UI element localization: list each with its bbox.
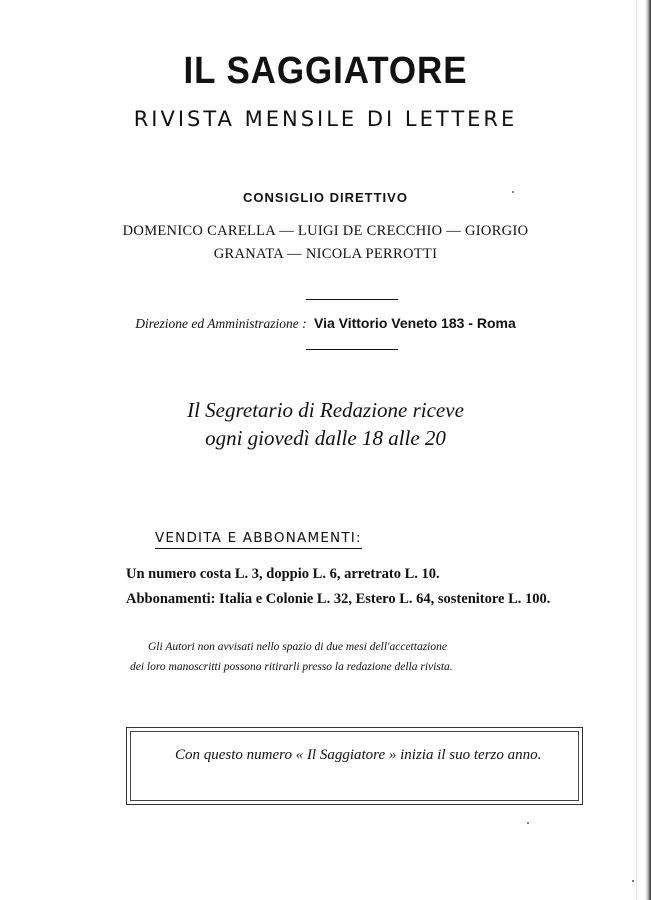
price-line-subscription: Abbonamenti: Italia e Colonie L. 32, Estero L. 64, sostenitore L. 100. bbox=[126, 591, 551, 607]
secretary-notice bbox=[0, 396, 651, 452]
council-heading: CONSIGLIO DIRETTIVO bbox=[243, 190, 408, 205]
masthead-subtitle: RIVISTA MENSILE DI LETTERE bbox=[133, 107, 518, 131]
print-speck bbox=[527, 822, 529, 824]
address-label: Direzione ed Amministrazione : bbox=[135, 316, 307, 331]
print-speck bbox=[632, 880, 634, 882]
secretary-line-2: ogni giovedì dalle 18 alle 20 bbox=[205, 426, 446, 450]
divider-bottom bbox=[306, 349, 398, 350]
announcement-text: Con questo numero « Il Saggiatore » inizia il suo terzo anno. bbox=[175, 747, 542, 763]
council-members-line-2: GRANATA — NICOLA PERROTTI bbox=[213, 246, 438, 262]
print-speck bbox=[512, 191, 514, 193]
authors-note-line-1: Gli Autori non avvisati nello spazio di due mesi dell'accettazione bbox=[148, 641, 447, 653]
council-members bbox=[0, 220, 651, 266]
address-line bbox=[0, 315, 651, 332]
authors-note-line-2: dei loro manoscritti possono ritirarli presso la redazione della rivista. bbox=[130, 661, 453, 673]
secretary-line-1: Il Segretario di Redazione riceve bbox=[187, 398, 464, 422]
price-line-single: Un numero costa L. 3, doppio L. 6, arretrato L. 10. bbox=[126, 566, 440, 582]
address-value: Via Vittorio Veneto 183 - Roma bbox=[313, 315, 516, 331]
sales-heading: VENDITA E ABBONAMENTI: bbox=[155, 530, 362, 549]
council-members-line-1: DOMENICO CARELLA — LUIGI DE CRECCHIO — GIORGIO bbox=[122, 223, 529, 239]
announcement-box bbox=[126, 727, 583, 805]
masthead-title: IL SAGGIATORE bbox=[183, 50, 468, 92]
divider-top bbox=[306, 299, 398, 300]
